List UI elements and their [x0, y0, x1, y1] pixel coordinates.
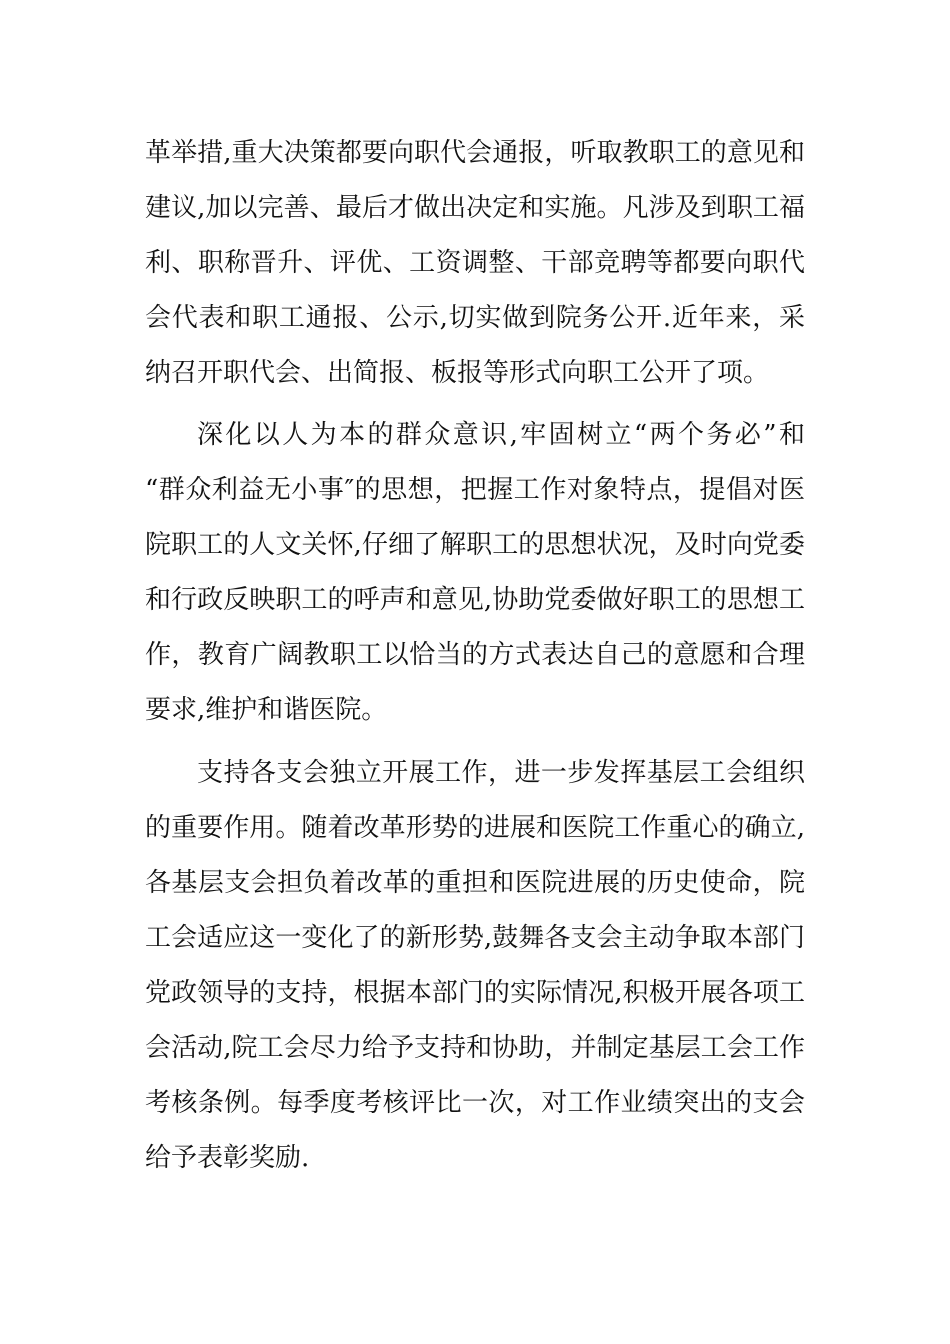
paragraph-3-line-2: 的重要作用。随着改革形势的进展和医院工作重心的确立,: [145, 813, 805, 843]
paragraph-3-line-5: 党政领导的支持，根据本部门的实际情况,积极开展各项工: [145, 978, 805, 1008]
paragraph-2-line-6: 要求,维护和谐医院。: [145, 695, 388, 725]
paragraph-3-line-3: 各基层支会担负着改革的重担和医院进展的历史使命，院: [145, 868, 805, 898]
paragraph-1-line-4: 会代表和职工通报、公示,切实做到院务公开.近年来，采: [145, 303, 805, 333]
paragraph-1-line-1: 革举措,重大决策都要向职代会通报，听取教职工的意见和: [145, 138, 805, 168]
paragraph-3-line-7: 考核条例。每季度考核评比一次，对工作业绩突出的支会: [145, 1088, 805, 1118]
paragraph-3-line-1: 支持各支会独立开展工作，进一步发挥基层工会组织: [197, 758, 805, 788]
paragraph-3-line-6: 会活动,院工会尽力给予支持和协助，并制定基层工会工作: [145, 1033, 805, 1063]
paragraph-1-line-3: 利、职称晋升、评优、工资调整、干部竞聘等都要向职代: [145, 248, 805, 278]
paragraph-2-line-5: 作，教育广阔教职工以恰当的方式表达自己的意愿和合理: [145, 640, 805, 670]
paragraph-2-line-1: 深化以人为本的群众意识,牢固树立“两个务必”和: [197, 420, 805, 450]
paragraph-1-line-5: 纳召开职代会、出简报、板报等形式向职工公开了项。: [145, 358, 770, 388]
paragraph-1-line-2: 建议,加以完善、最后才做出决定和实施。凡涉及到职工福: [145, 193, 805, 223]
paragraph-2-line-3: 院职工的人文关怀,仔细了解职工的思想状况，及时向党委: [145, 530, 805, 560]
paragraph-2-line-2: “群众利益无小事″的思想，把握工作对象特点，提倡对医: [145, 475, 805, 505]
paragraph-3-line-4: 工会适应这一变化了的新形势,鼓舞各支会主动争取本部门: [145, 923, 805, 953]
paragraph-2-line-4: 和行政反映职工的呼声和意见,协助党委做好职工的思想工: [145, 585, 805, 615]
paragraph-3-line-8: 给予表彰奖励.: [145, 1143, 310, 1173]
